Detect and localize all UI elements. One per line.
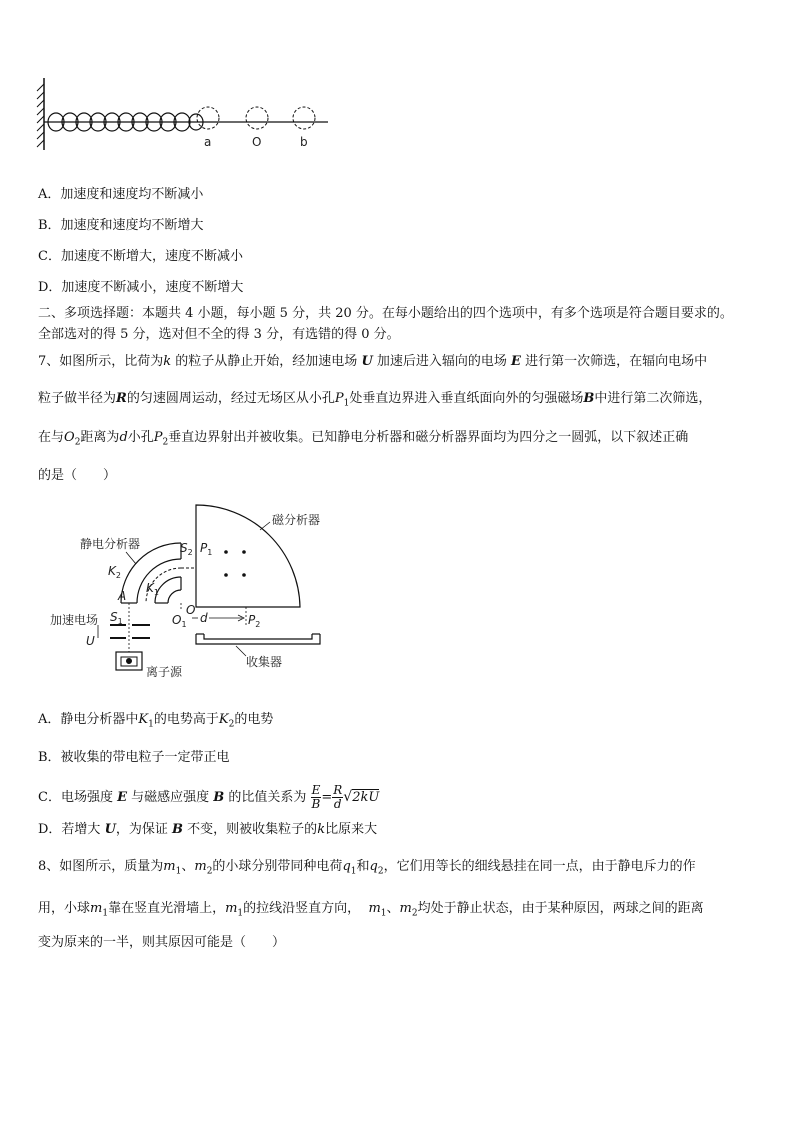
svg-text:A: A: [118, 589, 127, 603]
svg-text:U: U: [86, 634, 95, 648]
q8-stem-line3: 变为原来的一半，则其原因可能是（ ）: [38, 935, 286, 950]
q7-stem-line3: 在与$O_2$距离为d小孔$P_2$垂直边界射出并被收集。已知静电分析器和磁分析器界面均为四分之一圆弧，以下叙述正确: [38, 430, 689, 448]
label-o: O: [186, 603, 196, 617]
collector: [196, 634, 320, 644]
label-a: a: [204, 135, 212, 149]
svg-text:S2: $S_2$: [180, 541, 193, 557]
accelerating-field: [110, 625, 150, 638]
svg-text:d: d: [200, 611, 208, 625]
q7-stem-line1: 7、如图所示，比荷为k 的粒子从静止开始，经加速电场 U 加速后进入辐向的电场 E 进行第一次筛选，在辐向电场中: [38, 354, 708, 369]
label-collector: 收集器: [246, 655, 283, 669]
q6-option-a: A．加速度和速度均不断减小: [38, 187, 204, 202]
section2-line2: 全部选对的得 5 分，选对但不全的得 3 分，有选错的得 0 分。: [38, 327, 400, 342]
label-magnetic-analyzer: 磁分析器: [272, 513, 321, 527]
spring-ball-figure: [36, 78, 336, 158]
q7-stem-line2: 粒子做半径为R的匀速圆周运动，经过无场区从小孔$P_1$处垂直边界进入垂直纸面向外的匀强磁场B中进行第二次筛选，: [38, 391, 712, 409]
svg-text:O1: $O_1$: [172, 613, 187, 629]
svg-text:K1: $K_1$: [146, 581, 159, 597]
label-b: b: [300, 135, 308, 149]
svg-text:S1: $S_1$: [110, 610, 123, 626]
ball-position-b: [293, 107, 315, 129]
ball-position-o: [246, 107, 268, 129]
q6-option-c: C．加速度不断增大，速度不断减小: [38, 249, 243, 264]
q7-stem-line4: 的是（ ）: [38, 468, 117, 483]
q6-option-d: D．加速度不断减小，速度不断增大: [38, 280, 244, 295]
label-electrostatic-analyzer: 静电分析器: [80, 537, 141, 551]
svg-text:P2: $P_2$: [248, 613, 261, 629]
svg-text:P1: $P_1$: [200, 541, 213, 557]
label-o: O: [252, 135, 262, 149]
q8-stem-line1: 8、如图所示，质量为$m_1$、$m_2$的小球分别带同种电荷$q_1$和$q_2$，它们用等长的细线悬挂在同一点，由于静电斥力的作: [38, 859, 696, 877]
q8-stem-line2: 用，小球$m_1$靠在竖直光滑墙上，$m_1$的拉线沿竖直方向， $m_1$、$m_2$均处于静止状态，由于某种原因，两球之间的距离: [38, 901, 704, 919]
svg-text:K2: $K_2$: [108, 564, 121, 580]
q7-option-d: D．若增大 U，为保证 B 不变，则被收集粒子的k比原来大: [38, 822, 378, 837]
q7-option-b: B．被收集的带电粒子一定带正电: [38, 750, 230, 765]
q7-option-a: A．静电分析器中$K_1$的电势高于$K_2$的电势: [38, 712, 274, 730]
section2-line1: 二、多项选择题：本题共 4 小题，每小题 5 分，共 20 分。在每小题给出的四个选项中，有多个选项是符合题目要求的。: [38, 306, 733, 321]
label-accelerating-field: 加速电场: [50, 613, 99, 627]
q7-option-c: C．电场强度 E 与磁感应强度 B 的比值关系为 $\frac{E}{B}$ = $\frac{R}{d}$ √2kU: [38, 783, 380, 811]
label-ion-source: 离子源: [146, 665, 183, 679]
mass-spectrometer-figure: [48, 500, 358, 685]
ball-position-a: [197, 107, 219, 129]
q6-option-b: B．加速度和速度均不断增大: [38, 218, 204, 233]
